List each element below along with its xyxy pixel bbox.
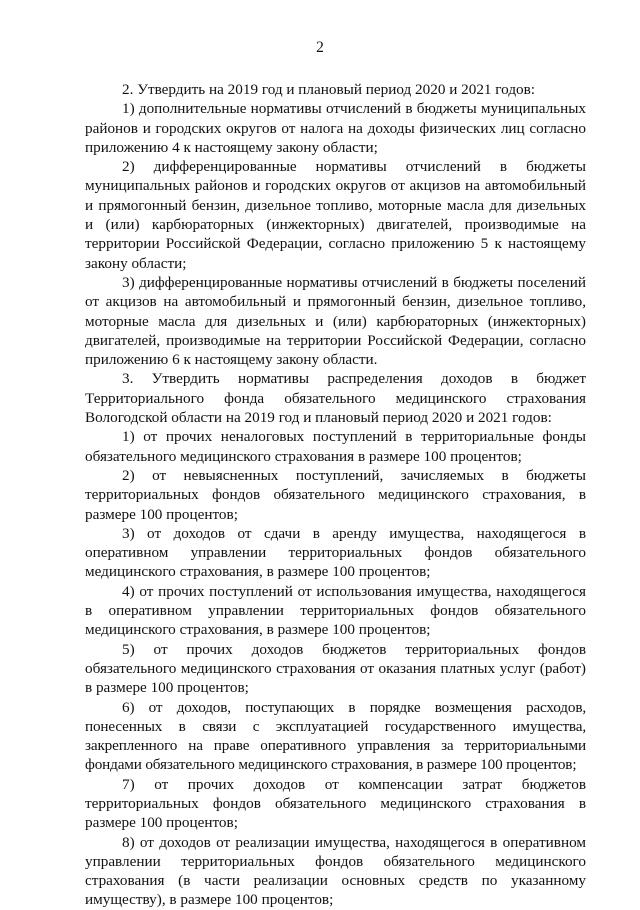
paragraph-2-item-3: 3) дифференцированные нормативы отчислений в бюджеты поселений от акцизов на автомобильный и прямогонный бензин, дизельное топливо, моторные масла для дизельных и (или) карбюраторных (инжекторных) двигателей, производимые на территории Российской Федерации, согласно приложению 6 к настоящему закону области.	[85, 273, 586, 369]
paragraph-3-item-1: 1) от прочих неналоговых поступлений в территориальные фонды обязательного медицинского страхования в размере 100 процентов;	[85, 428, 586, 465]
document-body	[85, 80, 586, 910]
paragraph-section-3-intro: 3. Утвердить нормативы распределения доходов в бюджет Территориального фонда обязательного медицинского страхования Вологодской области на 2019 год и плановый период 2020 и 2021 годов:	[85, 370, 586, 427]
paragraph-section-2-intro: 2. Утвердить на 2019 год и плановый период 2020 и 2021 годов:	[122, 81, 536, 98]
paragraph-3-item-5: 5) от прочих доходов бюджетов территориальных фондов обязательного медицинского страхования от оказания платных услуг (работ) в размере 100 процентов;	[85, 640, 586, 697]
paragraph-2-item-2: 2) дифференцированные нормативы отчислений в бюджеты муниципальных районов и городских округов от акцизов на автомобильный и прямогонный бензин, дизельное топливо, моторные масла для дизельных и (или) карбюраторных (инжекторных) двигателей, производимые на территории Российской Федерации, согласно приложению 5 к настоящему закону области;	[85, 158, 586, 272]
paragraph-3-item-6: 6) от доходов, поступающих в порядке возмещения расходов, понесенных в связи с эксплуатацией государственного имущества, закрепленного на праве оперативного управления за территориальными фондами обязательного медицинского страхования, в размере 100 процентов;	[85, 698, 586, 774]
paragraph-3-item-4: 4) от прочих поступлений от использования имущества, находящегося в оперативном управлении территориальных фондов обязательного медицинского страхования, в размере 100 процентов;	[85, 582, 586, 639]
paragraph-3-item-7: 7) от прочих доходов от компенсации затрат бюджетов территориальных фондов обязательного медицинского страхования в размере 100 процентов;	[85, 775, 586, 832]
page-number: 2	[316, 39, 324, 56]
paragraph-3-item-2: 2) от невыясненных поступлений, зачисляемых в бюджеты территориальных фондов обязательного медицинского страхования, в размере 100 процентов;	[85, 466, 586, 523]
paragraph-2-item-1: 1) дополнительные нормативы отчислений в бюджеты муниципальных районов и городских округов от налога на доходы физических лиц согласно приложению 4 к настоящему закону области;	[85, 100, 586, 156]
paragraph-3-item-8: 8) от доходов от реализации имущества, находящегося в оперативном управлении территориальных фондов обязательного медицинского страхования (в части реализации основных средств по указанному имуществу), в размере 100 процентов;	[85, 833, 586, 909]
paragraph-3-item-3: 3) от доходов от сдачи в аренду имущества, находящегося в оперативном управлении территориальных фондов обязательного медицинского страхования, в размере 100 процентов;	[85, 524, 586, 581]
